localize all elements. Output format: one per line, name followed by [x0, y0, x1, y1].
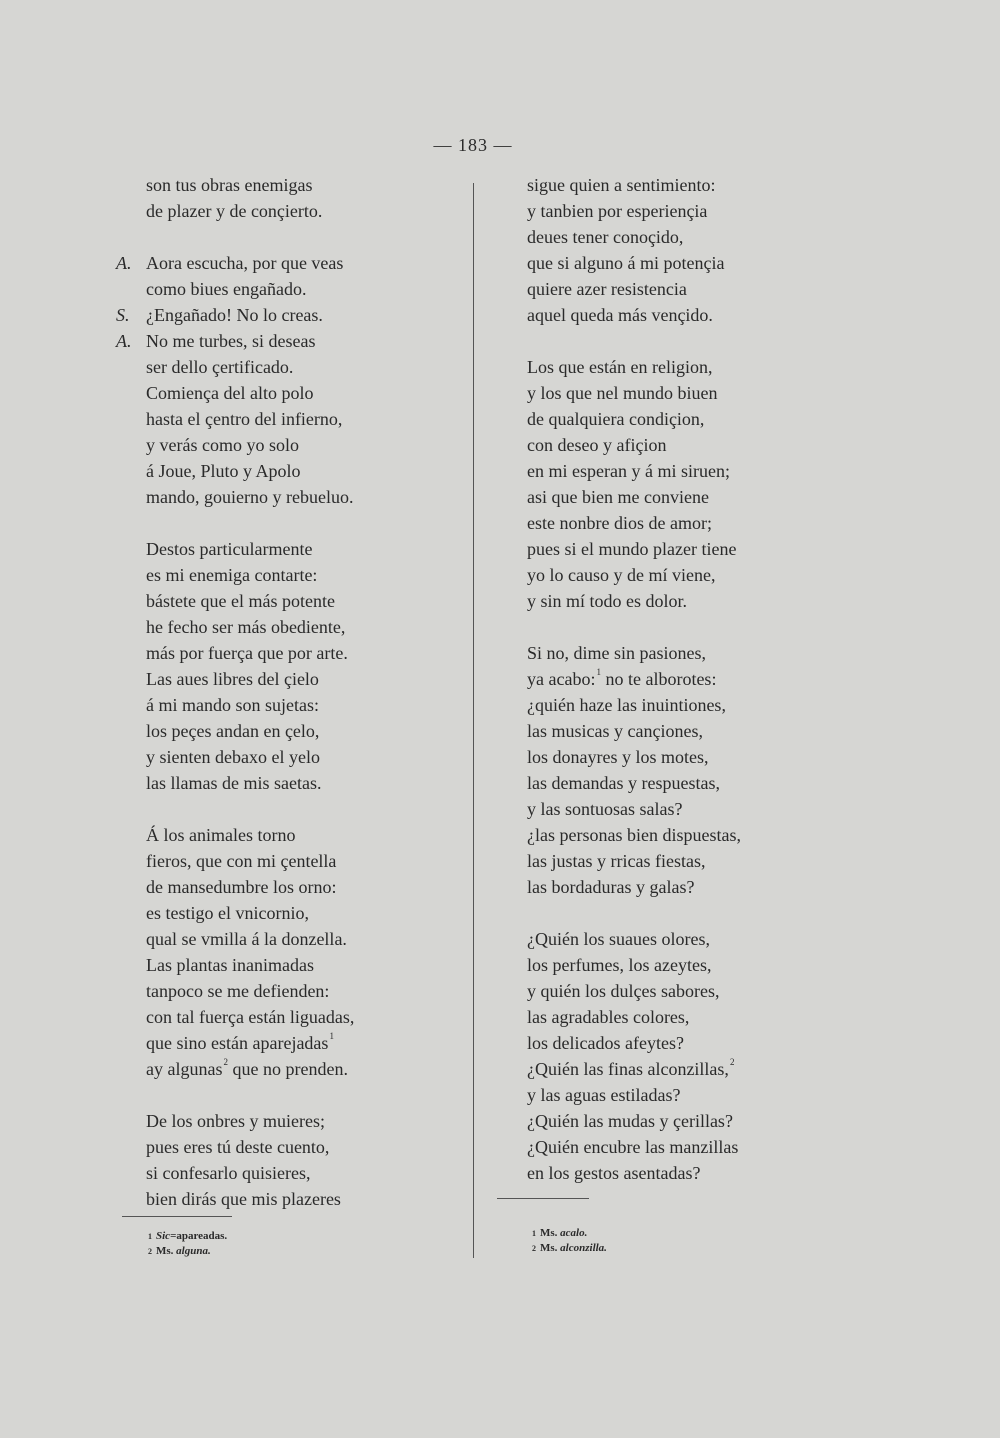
- verse-line: [493, 510, 813, 536]
- footnote-number: 1: [532, 1229, 536, 1238]
- column-divider: [473, 183, 474, 1258]
- verse-text: Las aues libres del çielo: [146, 669, 319, 689]
- verse-text: deues tener conoçido,: [527, 227, 684, 247]
- verse-text: y quién los dulçes sabores,: [527, 981, 720, 1001]
- verse-line: [493, 822, 813, 848]
- footnote: [532, 1226, 607, 1241]
- verse-text: de mansedumbre los orno:: [146, 877, 337, 897]
- footnote-reference: 1: [329, 1031, 334, 1041]
- verse-text: fieros, que con mi çentella: [146, 851, 337, 871]
- verse-text: he fecho ser más obediente,: [146, 617, 346, 637]
- verse-text: y verás como yo solo: [146, 435, 299, 455]
- verse-line: [112, 978, 452, 1004]
- footnote-number: 2: [532, 1244, 536, 1253]
- verse-line: [112, 562, 452, 588]
- verse-line: [112, 952, 452, 978]
- verse-text: es testigo el vnicornio,: [146, 903, 309, 923]
- verse-text: más por fuerça que por arte.: [146, 643, 348, 663]
- verse-text: y tanbien por esperiençia: [527, 201, 708, 221]
- verse-text: ser dello çertificado.: [146, 357, 294, 377]
- verse-line: [493, 432, 813, 458]
- verse-text: De los onbres y muieres;: [146, 1111, 325, 1131]
- verse-line: [112, 432, 452, 458]
- footnote-number: 1: [148, 1232, 152, 1241]
- verse-line: [112, 484, 452, 510]
- verse-text: ay algunas: [146, 1059, 223, 1079]
- speaker-label: A.: [116, 331, 132, 351]
- verse-line: [493, 380, 813, 406]
- verse-text: y las sontuosas salas?: [527, 799, 683, 819]
- footnote: [148, 1229, 227, 1244]
- verse-line: [493, 1108, 813, 1134]
- verse-line: [112, 1160, 452, 1186]
- footnote-italic-text: acalo.: [560, 1227, 588, 1239]
- verse-line: [493, 172, 813, 198]
- verse-text: las demandas y respuestas,: [527, 773, 720, 793]
- verse-text: ya acabo:: [527, 669, 596, 689]
- verse-text: á mi mando son sujetas:: [146, 695, 319, 715]
- stanza-break: [493, 614, 813, 640]
- verse-line: [112, 1056, 452, 1082]
- verse-line: [493, 536, 813, 562]
- verse-text: Á los animales torno: [146, 825, 296, 845]
- page-number: — 183 —: [433, 135, 513, 155]
- verse-line: [493, 1030, 813, 1056]
- footnote-text: =apareadas.: [170, 1230, 228, 1242]
- verse-line: [493, 1082, 813, 1108]
- verse-text: y sienten debaxo el yelo: [146, 747, 320, 767]
- verse-line: [112, 380, 452, 406]
- verse-line: [112, 328, 452, 354]
- footnote-number: 2: [148, 1247, 152, 1256]
- verse-line: [493, 406, 813, 432]
- verse-text: de plazer y de conçierto.: [146, 201, 323, 221]
- verse-text: Aora escucha, por que veas: [146, 253, 344, 273]
- footnote-reference: 1: [596, 667, 601, 677]
- verse-line: [112, 250, 452, 276]
- stanza-break: [493, 900, 813, 926]
- footnote-italic-text: Sic: [156, 1230, 171, 1242]
- verse-text: quiere azer resistencia: [527, 279, 687, 299]
- verse-text: ¿Quién las mudas y çerillas?: [527, 1111, 733, 1131]
- verse-line: [493, 978, 813, 1004]
- verse-text: que si alguno á mi potençia: [527, 253, 725, 273]
- verse-line: [493, 874, 813, 900]
- verse-text: en los gestos asentadas?: [527, 1163, 701, 1183]
- verse-text: como biues engañado.: [146, 279, 307, 299]
- verse-line: [112, 718, 452, 744]
- verse-line: [493, 952, 813, 978]
- verse-line: [112, 588, 452, 614]
- verse-line: [493, 1134, 813, 1160]
- verse-line: [493, 484, 813, 510]
- verse-line: [493, 796, 813, 822]
- footnote-text: Ms.: [156, 1245, 177, 1257]
- verse-text: ¿Engañado! No lo creas.: [146, 305, 323, 325]
- stanza-break: [112, 224, 452, 250]
- verse-line: [493, 744, 813, 770]
- verse-text: qual se vmilla á la donzella.: [146, 929, 347, 949]
- verse-line: [112, 744, 452, 770]
- verse-line: [112, 822, 452, 848]
- verse-line: [493, 848, 813, 874]
- verse-line: [493, 926, 813, 952]
- verse-line: [493, 276, 813, 302]
- footnote-reference: 2: [223, 1057, 228, 1067]
- speaker-label: S.: [116, 305, 130, 325]
- verse-text: en mi esperan y á mi siruen;: [527, 461, 730, 481]
- verse-text: los donayres y los motes,: [527, 747, 709, 767]
- verse-line: [493, 198, 813, 224]
- verse-text: bástete que el más potente: [146, 591, 335, 611]
- verse-text: los peçes andan en çelo,: [146, 721, 320, 741]
- verse-text: las llamas de mis saetas.: [146, 773, 322, 793]
- verse-line: [112, 198, 452, 224]
- footnote-text: Ms.: [540, 1227, 561, 1239]
- verse-line: [112, 874, 452, 900]
- verse-line: [112, 1004, 452, 1030]
- verse-line: [493, 1056, 813, 1082]
- verse-text: y las aguas estiladas?: [527, 1085, 681, 1105]
- verse-line: [112, 640, 452, 666]
- verse-text: ¿Quién los suaues olores,: [527, 929, 710, 949]
- verse-line: [112, 458, 452, 484]
- verse-line: [112, 406, 452, 432]
- verse-line: [493, 354, 813, 380]
- verse-line: [112, 770, 452, 796]
- verse-line: [493, 1004, 813, 1030]
- verse-line: [112, 302, 452, 328]
- verse-line: [493, 302, 813, 328]
- verse-text: Los que están en religion,: [527, 357, 713, 377]
- stanza-break: [493, 328, 813, 354]
- verse-line: [112, 614, 452, 640]
- verse-line: [112, 926, 452, 952]
- stanza-break: [112, 1082, 452, 1108]
- verse-line: [112, 692, 452, 718]
- verse-line: [493, 224, 813, 250]
- verse-text: los delicados afeytes?: [527, 1033, 684, 1053]
- verse-text: con deseo y afiçion: [527, 435, 667, 455]
- verse-text: ¿Quién encubre las manzillas: [527, 1137, 739, 1157]
- verse-text: las bordaduras y galas?: [527, 877, 695, 897]
- footnote: [532, 1241, 607, 1256]
- verse-line: [493, 458, 813, 484]
- verse-line: [112, 1134, 452, 1160]
- footnotes-right: [532, 1226, 607, 1256]
- verse-line: [493, 1160, 813, 1186]
- verse-text: hasta el çentro del infierno,: [146, 409, 343, 429]
- verse-line: [112, 1186, 452, 1212]
- verse-line: [493, 640, 813, 666]
- footnote-rule-left: [122, 1216, 232, 1217]
- verse-text: las musicas y cançiones,: [527, 721, 703, 741]
- verse-line: [493, 692, 813, 718]
- verse-text: yo lo causo y de mí viene,: [527, 565, 716, 585]
- footnote-italic-text: alguna.: [176, 1245, 211, 1257]
- verse-line: [493, 250, 813, 276]
- verse-line: [112, 1030, 452, 1056]
- verse-line: [112, 1108, 452, 1134]
- footnotes-left: [148, 1229, 227, 1259]
- footnote-reference: 2: [729, 1057, 735, 1067]
- verse-line: [493, 562, 813, 588]
- verse-text: si confesarlo quisieres,: [146, 1163, 311, 1183]
- verse-text: pues si el mundo plazer tiene: [527, 539, 737, 559]
- verse-line: [112, 536, 452, 562]
- verse-text: es mi enemiga contarte:: [146, 565, 318, 585]
- footnote: [148, 1244, 227, 1259]
- verse-line: [493, 588, 813, 614]
- verse-text: este nonbre dios de amor;: [527, 513, 712, 533]
- speaker-label: A.: [116, 253, 132, 273]
- verse-text: son tus obras enemigas: [146, 175, 313, 195]
- left-verse-column: [112, 172, 452, 1212]
- stanza-break: [112, 796, 452, 822]
- verse-text: ¿las personas bien dispuestas,: [527, 825, 741, 845]
- footnote-rule-right: [497, 1198, 589, 1199]
- verse-text: bien dirás que mis plazeres: [146, 1189, 341, 1209]
- verse-text: pues eres tú deste cuento,: [146, 1137, 330, 1157]
- verse-text: Si no, dime sin pasiones,: [527, 643, 706, 663]
- verse-text: las justas y rricas fiestas,: [527, 851, 706, 871]
- verse-text-continued: que no prenden.: [227, 1059, 348, 1079]
- verse-line: [112, 666, 452, 692]
- verse-text: mando, gouierno y rebueluo.: [146, 487, 354, 507]
- verse-text: los perfumes, los azeytes,: [527, 955, 712, 975]
- verse-text: No me turbes, si deseas: [146, 331, 316, 351]
- verse-line: [112, 848, 452, 874]
- verse-text: de qualquiera condiçion,: [527, 409, 705, 429]
- verse-text: y sin mí todo es dolor.: [527, 591, 688, 611]
- verse-line: [112, 354, 452, 380]
- verse-line: [112, 900, 452, 926]
- footnote-text: Ms.: [540, 1242, 561, 1254]
- verse-text: Las plantas inanimadas: [146, 955, 314, 975]
- stanza-break: [112, 510, 452, 536]
- verse-text: tanpoco se me defienden:: [146, 981, 330, 1001]
- verse-text: á Joue, Pluto y Apolo: [146, 461, 301, 481]
- verse-text: que sino están aparejadas: [146, 1033, 329, 1053]
- verse-text: ¿Quién las finas alconzillas,: [527, 1059, 729, 1079]
- verse-text: Comiença del alto polo: [146, 383, 314, 403]
- verse-text: asi que bien me conviene: [527, 487, 709, 507]
- verse-text: con tal fuerça están liguadas,: [146, 1007, 355, 1027]
- verse-text: Destos particularmente: [146, 539, 313, 559]
- verse-text: aquel queda más vençido.: [527, 305, 713, 325]
- verse-line: [493, 770, 813, 796]
- footnote-italic-text: alconzilla.: [560, 1242, 607, 1254]
- verse-text: sigue quien a sentimiento:: [527, 175, 716, 195]
- verse-text: ¿quién haze las inuintiones,: [527, 695, 726, 715]
- verse-text: y los que nel mundo biuen: [527, 383, 718, 403]
- verse-line: [493, 666, 813, 692]
- verse-text: las agradables colores,: [527, 1007, 690, 1027]
- verse-line: [112, 172, 452, 198]
- verse-text-continued: no te alborotes:: [600, 669, 717, 689]
- verse-line: [112, 276, 452, 302]
- right-verse-column: [493, 172, 813, 1186]
- verse-line: [493, 718, 813, 744]
